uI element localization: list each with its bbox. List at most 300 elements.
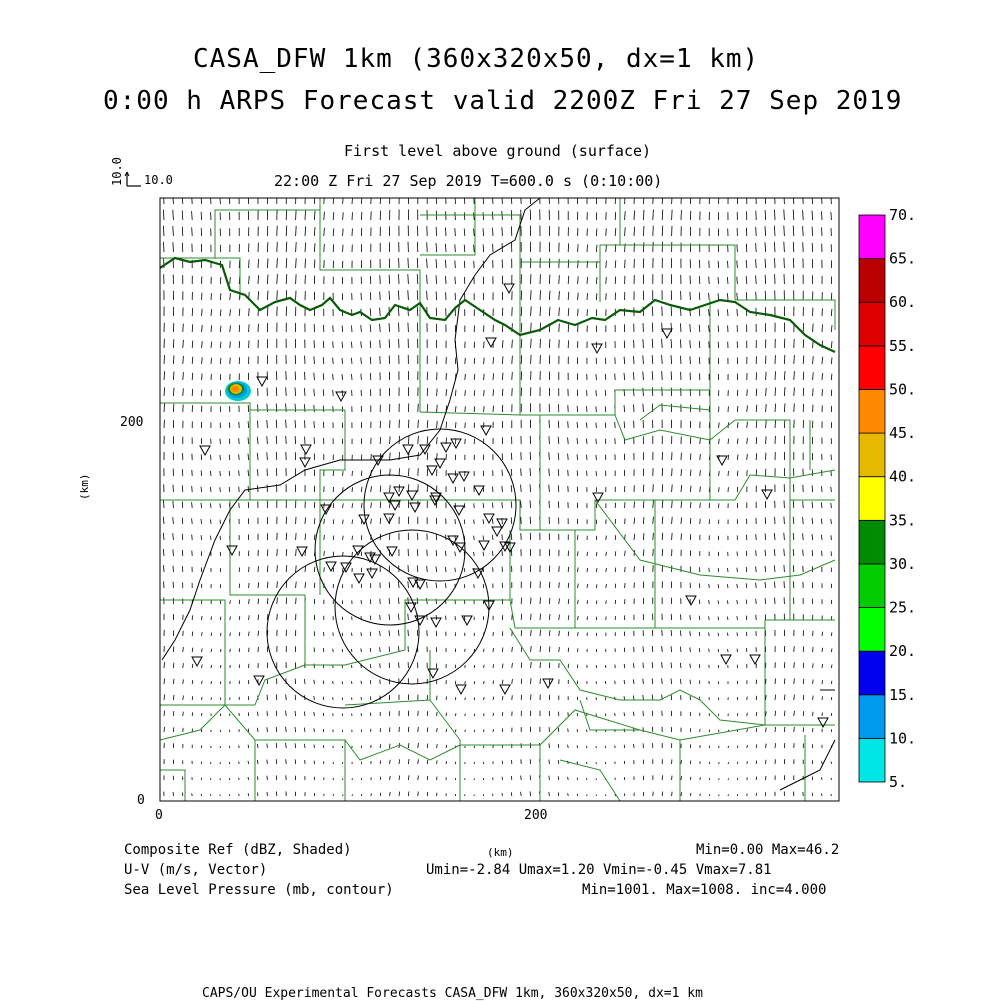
wind-vector: [690, 631, 691, 636]
wind-vector: [370, 664, 371, 668]
x-tick-0: 0: [155, 808, 163, 823]
wind-vector: [277, 581, 278, 588]
wind-vector: [314, 227, 315, 236]
wind-vector: [822, 680, 823, 684]
wind-vector: [606, 568, 607, 572]
wind-vector: [192, 373, 193, 380]
wind-vector: [192, 357, 193, 364]
colorbar-swatch: [859, 477, 885, 521]
wind-vector: [361, 341, 362, 348]
wind-vector: [370, 616, 371, 620]
y-axis-unit: (km): [78, 474, 91, 501]
wind-vector: [831, 681, 832, 684]
wind-vector: [352, 697, 353, 700]
pressure-contours: [162, 198, 835, 790]
wind-vector: [746, 244, 747, 252]
wind-vector: [324, 535, 325, 540]
wind-vector: [794, 711, 795, 716]
wind-vector: [653, 533, 654, 540]
wind-vector: [484, 681, 485, 684]
wind-vector: [587, 600, 588, 604]
wind-vector: [427, 776, 428, 780]
wind-vector: [229, 439, 230, 444]
wind-vector: [784, 209, 785, 220]
wind-vector: [389, 630, 390, 636]
wind-vector: [192, 502, 193, 508]
wind-vector: [248, 454, 249, 460]
wind-vector: [822, 357, 823, 364]
wind-vector: [220, 649, 221, 652]
wind-vector: [418, 468, 419, 476]
wind-vector: [727, 293, 728, 300]
wind-vector: [652, 355, 653, 364]
wind-vector: [831, 196, 832, 204]
wind-vector: [230, 649, 231, 652]
wind-vector: [267, 291, 268, 300]
wind-vector: [257, 744, 258, 748]
map-title: CASA_DFW 1km (360x320x50, dx=1 km): [193, 44, 759, 74]
state-boundary: [160, 258, 835, 352]
wind-vector: [248, 777, 249, 780]
wind-vector: [793, 226, 794, 236]
wind-vector: [323, 681, 324, 685]
wind-vector: [173, 404, 174, 412]
wind-vector: [182, 550, 183, 556]
wind-vector: [436, 275, 437, 284]
wind-vector: [549, 646, 550, 652]
wind-vector: [822, 373, 823, 380]
wind-vector: [220, 503, 221, 508]
wind-vector: [577, 454, 578, 460]
wind-vector: [164, 695, 165, 701]
colorbar-label: 5.: [889, 773, 907, 791]
wind-vector: [465, 714, 466, 716]
wind-vector: [173, 549, 174, 556]
wind-vector: [615, 713, 616, 716]
wind-vector: [249, 260, 250, 268]
wind-vector: [286, 242, 287, 252]
wind-vector: [643, 372, 644, 381]
wind-vector: [813, 372, 814, 380]
wind-vector: [249, 615, 250, 620]
wind-vector: [380, 760, 381, 764]
wind-vector: [352, 487, 353, 492]
wind-vector: [756, 227, 757, 236]
wind-vector: [342, 649, 343, 652]
wind-vector: [399, 468, 400, 476]
wind-vector: [323, 406, 324, 412]
wind-vector: [163, 549, 164, 556]
wind-vector: [671, 339, 672, 348]
wind-vector: [483, 228, 484, 236]
wind-vector: [277, 549, 278, 556]
wind-vector: [775, 371, 776, 380]
wind-vector: [474, 552, 475, 556]
wind-vector: [634, 566, 635, 572]
wind-vector: [342, 358, 343, 364]
wind-vector: [559, 631, 560, 636]
wind-vector: [277, 258, 278, 268]
station-marker: [441, 443, 451, 452]
wind-vector: [568, 777, 569, 780]
wind-vector: [305, 517, 306, 524]
wind-vector: [399, 759, 400, 764]
wind-vector: [230, 616, 231, 620]
wind-vector: [746, 276, 747, 284]
wind-vector: [784, 226, 785, 237]
wind-vector: [587, 455, 588, 460]
wind-vector: [483, 212, 484, 220]
wind-vector: [812, 534, 813, 540]
wind-vector: [427, 420, 428, 428]
wind-vector: [737, 584, 738, 588]
wind-vector: [831, 374, 832, 380]
wind-vector: [578, 584, 579, 588]
wind-vector: [633, 679, 634, 684]
wind-vector: [164, 678, 165, 684]
wind-vector: [295, 404, 296, 412]
wind-vector: [578, 260, 579, 268]
wind-vector: [784, 387, 785, 396]
wind-vector: [784, 193, 785, 204]
wind-vector: [465, 358, 466, 364]
wind-vector: [634, 502, 635, 509]
wind-vector: [690, 647, 691, 652]
wind-vector: [615, 260, 616, 268]
wind-vector: [727, 617, 728, 620]
wind-vector: [606, 261, 607, 268]
station-marker: [474, 486, 484, 495]
wind-vector: [202, 665, 203, 669]
wind-vector: [615, 535, 616, 540]
wind-vector: [220, 309, 221, 316]
wind-vector: [596, 552, 597, 556]
wind-vector: [813, 356, 814, 364]
wind-vector: [624, 712, 625, 716]
wind-vector: [549, 760, 550, 764]
wind-vector: [652, 662, 653, 668]
wind-vector: [559, 291, 560, 300]
wind-vector: [633, 712, 634, 716]
wind-vector: [436, 583, 437, 589]
wind-vector: [398, 307, 399, 316]
wind-vector: [606, 277, 607, 284]
wind-vector: [549, 452, 550, 460]
wind-vector: [530, 193, 531, 204]
wind-vector: [662, 792, 663, 797]
wind-vector: [775, 420, 776, 428]
wind-vector: [323, 729, 324, 732]
wind-vector: [267, 420, 268, 428]
station-marker: [686, 596, 696, 605]
wind-vector: [728, 762, 729, 764]
wind-vector: [718, 309, 719, 316]
wind-vector: [446, 276, 447, 284]
wind-vector: [615, 277, 616, 285]
wind-vector: [605, 374, 606, 380]
wind-vector: [662, 678, 663, 684]
wind-vector: [596, 714, 597, 716]
wind-vector: [662, 517, 663, 524]
station-marker: [486, 338, 496, 347]
wind-vector: [437, 728, 438, 732]
wind-vector: [333, 244, 334, 252]
station-marker: [662, 329, 672, 338]
wind-vector: [719, 746, 720, 748]
colorbar-swatch: [859, 695, 885, 739]
wind-vector: [239, 325, 240, 332]
wind-vector: [333, 212, 334, 220]
wind-vector: [492, 195, 493, 204]
wind-vector: [173, 695, 174, 700]
wind-vector: [239, 454, 240, 460]
wind-vector: [699, 341, 700, 348]
wind-vector: [512, 372, 513, 380]
wind-vector: [437, 760, 438, 764]
radar-ring-3: [335, 530, 489, 684]
wind-vector: [192, 518, 193, 524]
wind-vector: [408, 436, 409, 444]
wind-vector: [323, 697, 324, 700]
wind-vector: [211, 665, 212, 668]
wind-vector: [455, 568, 456, 572]
wind-vector: [690, 356, 691, 364]
wind-vector: [784, 549, 785, 556]
wind-vector: [239, 745, 240, 748]
wind-vector: [737, 568, 738, 572]
wind-vector: [352, 503, 353, 508]
wind-vector: [531, 630, 532, 636]
wind-vector: [277, 565, 278, 572]
wind-vector: [680, 631, 681, 636]
wind-vector: [483, 568, 484, 572]
wind-vector: [361, 487, 362, 492]
wind-vector: [700, 503, 701, 508]
wind-vector: [249, 599, 250, 604]
wind-vector: [493, 228, 494, 236]
wind-vector: [596, 293, 597, 300]
wind-vector: [220, 196, 221, 204]
wind-vector: [512, 340, 513, 348]
wind-vector: [230, 665, 231, 668]
wind-vector: [474, 406, 475, 412]
wind-vector: [201, 794, 202, 796]
wind-vector: [296, 210, 297, 220]
wind-vector: [549, 291, 550, 300]
wind-vector: [634, 405, 635, 413]
wind-vector: [671, 355, 672, 364]
wind-vector: [662, 339, 663, 348]
wind-vector: [625, 518, 626, 524]
wind-vector: [343, 503, 344, 508]
wind-vector: [164, 662, 165, 668]
wind-vector: [474, 358, 475, 364]
wind-vector: [474, 374, 475, 380]
colorbar-label: 60.: [889, 293, 916, 311]
station-marker: [384, 514, 394, 523]
wind-vector: [324, 567, 325, 572]
wind-vector: [182, 210, 183, 220]
wind-vector: [258, 793, 259, 797]
wind-vector: [662, 371, 663, 380]
wind-vector: [549, 469, 550, 477]
wind-vector: [351, 649, 352, 652]
wind-vector: [484, 390, 485, 396]
wind-vector: [690, 793, 691, 796]
wind-vector: [681, 469, 682, 476]
wind-vector: [549, 598, 550, 604]
wind-vector: [737, 746, 738, 748]
wind-vector: [512, 663, 513, 668]
wind-vector: [173, 679, 174, 684]
wind-vector: [672, 210, 673, 220]
wind-vector: [342, 681, 343, 684]
wind-vector: [436, 615, 437, 620]
y-tick-0: 0: [137, 793, 145, 808]
wind-vector: [296, 549, 297, 556]
wind-vector: [230, 277, 231, 284]
wind-vector: [634, 356, 635, 364]
wind-vector: [229, 778, 230, 780]
wind-vector: [558, 485, 559, 492]
wind-vector: [756, 566, 757, 572]
wind-vector: [831, 665, 832, 668]
station-marker: [390, 501, 400, 510]
wind-vector: [295, 420, 296, 428]
wind-vector: [512, 356, 513, 364]
wind-vector: [643, 711, 644, 716]
wind-vector: [793, 210, 794, 221]
wind-vector: [653, 484, 654, 492]
wind-vector: [484, 374, 485, 380]
wind-vector: [821, 502, 822, 508]
colorbar-swatch: [859, 389, 885, 433]
wind-vector: [662, 193, 663, 204]
colorbar-swatch: [859, 608, 885, 652]
wind-vector: [690, 502, 691, 508]
wind-vector: [737, 293, 738, 300]
wind-vector: [361, 681, 362, 684]
wind-vector: [690, 453, 691, 460]
wind-vector: [521, 323, 522, 332]
station-marker: [200, 446, 210, 455]
wind-vector: [728, 794, 729, 796]
wind-vector: [286, 274, 287, 284]
wind-vector: [399, 484, 400, 492]
wind-vector: [417, 565, 418, 572]
wind-vector: [211, 325, 212, 332]
wind-vector: [201, 519, 202, 524]
wind-vector: [173, 711, 174, 716]
wind-vector: [502, 373, 503, 380]
wind-vector: [718, 326, 719, 333]
wind-vector: [399, 436, 400, 444]
wind-vector: [559, 615, 560, 620]
wind-vector: [774, 565, 775, 572]
wind-vector: [417, 290, 418, 300]
wind-vector: [812, 211, 813, 220]
wind-vector: [512, 647, 513, 652]
wind-vector: [765, 566, 766, 572]
stats-reflectivity: Min=0.00 Max=46.2: [696, 842, 839, 858]
wind-vector: [530, 484, 531, 492]
wind-vector: [333, 196, 334, 204]
wind-vector: [323, 713, 324, 716]
wind-vector: [286, 759, 287, 764]
colorbar-label: 65.: [889, 250, 916, 268]
wind-vector: [182, 227, 183, 236]
wind-vector: [267, 776, 268, 780]
wind-vector: [747, 713, 748, 716]
wind-vector: [418, 404, 419, 412]
wind-vector: [587, 778, 588, 780]
wind-vector: [239, 470, 240, 476]
colorbar: [859, 206, 916, 791]
wind-vector: [455, 713, 456, 716]
wind-vector: [304, 712, 305, 717]
wind-vector: [549, 275, 550, 285]
wind-vector: [775, 743, 776, 748]
wind-vector: [220, 633, 221, 636]
wind-vector: [784, 355, 785, 364]
wind-vector: [727, 584, 728, 588]
wind-vector: [389, 291, 390, 300]
wind-vector: [568, 632, 569, 637]
wind-vector: [577, 778, 578, 780]
wind-vector: [634, 663, 635, 668]
wind-vector: [427, 711, 428, 716]
wind-vector: [370, 325, 371, 333]
wind-vector: [577, 422, 578, 428]
wind-vector: [229, 455, 230, 460]
wind-vector: [605, 390, 606, 396]
wind-vector: [765, 242, 766, 252]
wind-vector: [784, 678, 785, 684]
wind-vector: [314, 728, 315, 732]
colorbar-swatch: [859, 302, 885, 346]
wind-vector: [540, 307, 541, 317]
wind-vector: [445, 244, 446, 252]
wind-vector: [784, 371, 785, 380]
wind-vector: [502, 324, 503, 332]
wind-vector: [521, 792, 522, 796]
wind-vector: [643, 695, 644, 700]
wind-vector: [596, 277, 597, 284]
wind-vector: [549, 614, 550, 620]
wind-vector: [765, 275, 766, 284]
wind-vector: [813, 388, 814, 396]
wind-vector: [371, 793, 372, 796]
wind-vector: [653, 210, 654, 221]
wind-vector: [267, 566, 268, 573]
wind-vector: [408, 258, 409, 268]
wind-vector: [794, 678, 795, 684]
wind-vector: [455, 422, 456, 428]
wind-vector: [662, 226, 663, 236]
wind-vector: [408, 306, 409, 316]
wind-vector: [398, 614, 399, 620]
wind-vector: [530, 452, 531, 460]
wind-vector: [681, 194, 682, 204]
wind-vector: [182, 534, 183, 540]
wind-vector: [370, 292, 371, 300]
wind-vector: [201, 535, 202, 540]
wind-vector: [775, 387, 776, 396]
station-marker: [410, 503, 420, 512]
wind-vector: [831, 341, 832, 348]
colorbar-swatch: [859, 564, 885, 608]
wind-vector: [390, 436, 391, 444]
